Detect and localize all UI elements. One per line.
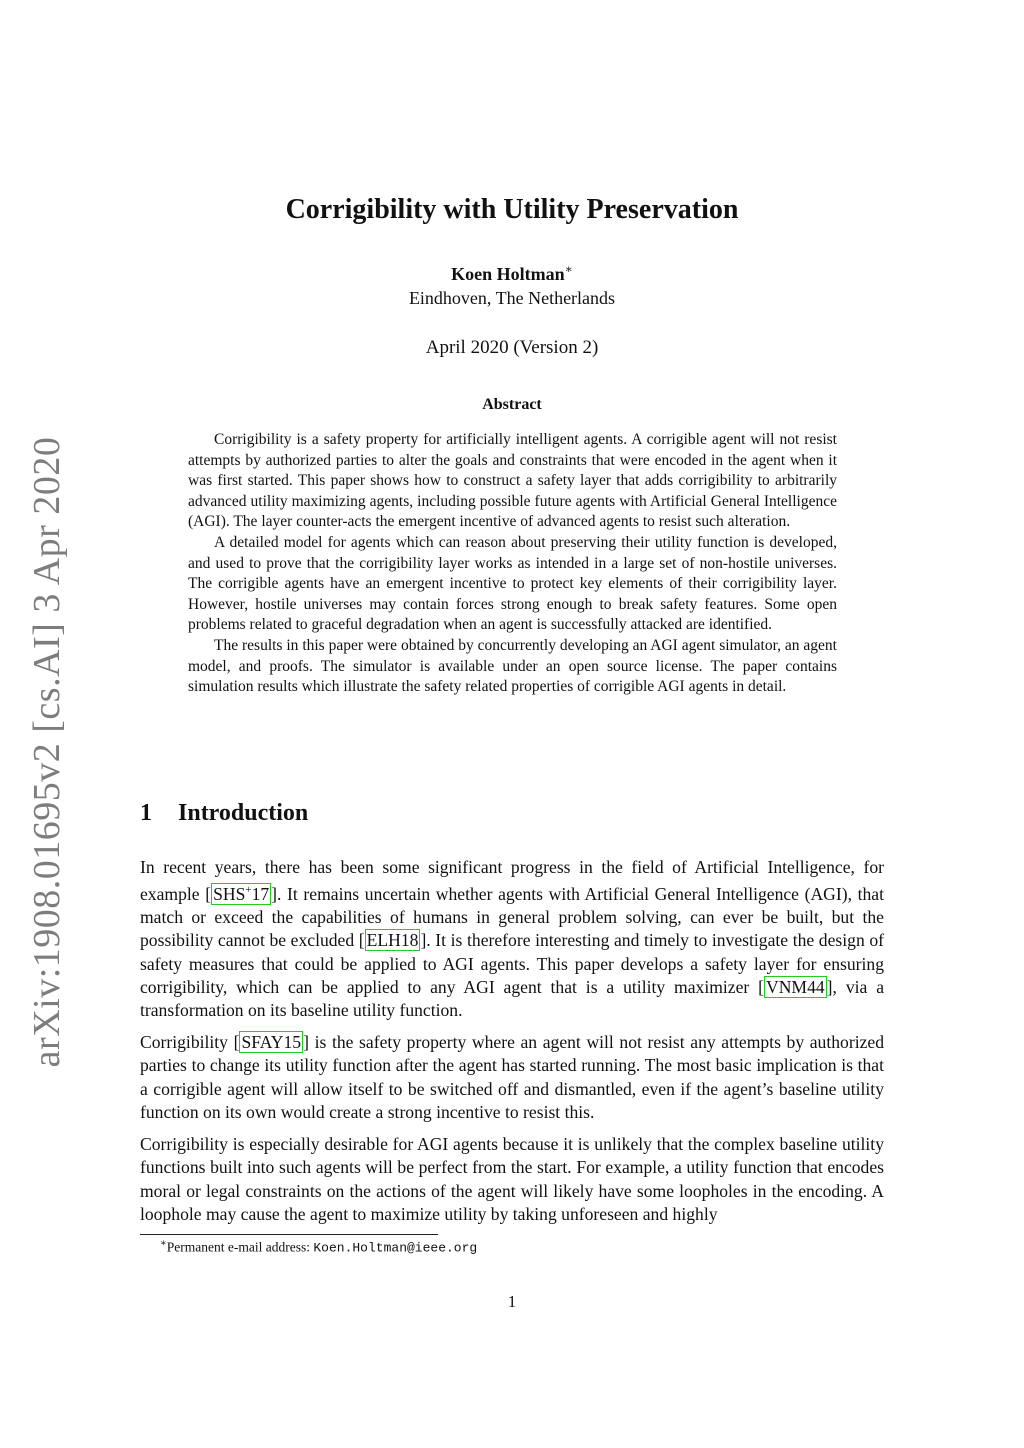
citation-link[interactable]: SFAY15	[241, 1032, 302, 1053]
section-title: Introduction	[178, 800, 309, 826]
abstract-paragraph: Corrigibility is a safety property for artificially intelligent agents. A corrigible agent will not resist attempts by authorized parties to alter the goals and constraints that were encoded in the agent when it was first started. This paper shows how to construct a safety layer that adds corrigibility to arbitrarily advanced utility maximizing agents, including possible future agents with Artificial General Intelligence (AGI). The layer counter-acts the emergent incentive of advanced agents to resist such alteration.	[188, 431, 837, 531]
footnote	[160, 1238, 477, 1256]
author-name-text: Koen Holtman	[451, 264, 565, 284]
body-paragraph: Corrigibility is especially desirable for AGI agents because it is unlikely that the complex baseline utility functions built into such agents will be perfect from the start. For example, a utility function that encodes moral or legal constraints on the actions of the agent will likely have some loopholes in the encoding. A loophole may cause the agent to maximize utility by taking unforeseen and highly	[140, 1134, 884, 1224]
author-affiliation: Eindhoven, The Netherlands	[408, 288, 616, 308]
section-number: 1	[140, 800, 152, 826]
author-name	[0, 262, 1024, 285]
paper-title: Corrigibility with Utility Preservation	[285, 194, 739, 225]
text-run: Corrigibility [	[140, 1032, 240, 1053]
text-run: ]. It is therefore interesting and timely to investigate the design of safety measures that could be applied to AGI agents. This paper develops a safety layer for ensuring corrigibility, which can be applied to any AGI agent that is a utility maximizer [	[140, 930, 885, 997]
citation-sup: +	[245, 884, 252, 897]
text-run: ] is the safety property where an agent will not resist any attempts by authorized parties to change its utility function after the agent has started running. The most basic implication is that a corrigible agent will allow itself to be switched off and dismantled, even if the agent’s baseline utility function on its own would create a strong incentive to resist this.	[140, 1032, 884, 1122]
citation-text: SHS	[213, 884, 246, 905]
abstract-heading: Abstract	[482, 396, 542, 413]
body-paragraph	[140, 856, 884, 1022]
text-run: ]. It remains uncertain whether agents with Artificial General Intelligence (AGI), that match or exceed the capabilities of humans in general problem solving, can ever be built, but the possibility cannot be excluded [	[140, 884, 884, 951]
footnote-rule	[140, 1234, 438, 1235]
body-text	[140, 856, 884, 1235]
abstract-body	[188, 430, 837, 698]
footnote-mark: ∗	[160, 1238, 167, 1249]
arxiv-side-stamp: arXiv:1908.01695v2 [cs.AI] 3 Apr 2020	[26, 436, 68, 1068]
text-run: In recent years, there has been some significant progress in the field of Artificial Intelligence, for example [	[140, 857, 884, 905]
citation-link[interactable]: ELH18	[366, 930, 419, 951]
citation-link[interactable]: VNM44	[766, 976, 825, 997]
abstract-paragraph: A detailed model for agents which can reason about preserving their utility function is developed, and used to prove that the corrigibility layer works as intended in a large set of non-hostile universes. The corrigible agents have an emergent incentive to protect key elements of their corrigibility layer. However, hostile universes may contain forces strong enough to break safety features. Some open problems related to graceful degradation when an agent is successfully attacked are identified.	[188, 533, 837, 634]
footnote-text: Permanent e-mail address:	[166, 1239, 314, 1255]
page-number: 1	[507, 1292, 517, 1311]
text-run: ], via a transformation on its baseline utility function.	[140, 976, 884, 1021]
section-heading	[140, 800, 308, 827]
paper-date: April 2020 (Version 2)	[425, 337, 599, 358]
citation-link[interactable]	[211, 883, 271, 905]
citation-text: 17	[251, 884, 270, 905]
author-footnote-mark: ∗	[564, 262, 573, 276]
abstract-paragraph: The results in this paper were obtained by concurrently developing an AGI agent simulator, an agent model, and proofs. The simulator is available under an open source license. The paper contains simulation results which illustrate the safety related properties of corrigible AGI agents in detail.	[188, 636, 837, 696]
body-paragraph	[140, 1031, 884, 1124]
footnote-email: Koen.Holtman@ieee.org	[313, 1240, 478, 1256]
